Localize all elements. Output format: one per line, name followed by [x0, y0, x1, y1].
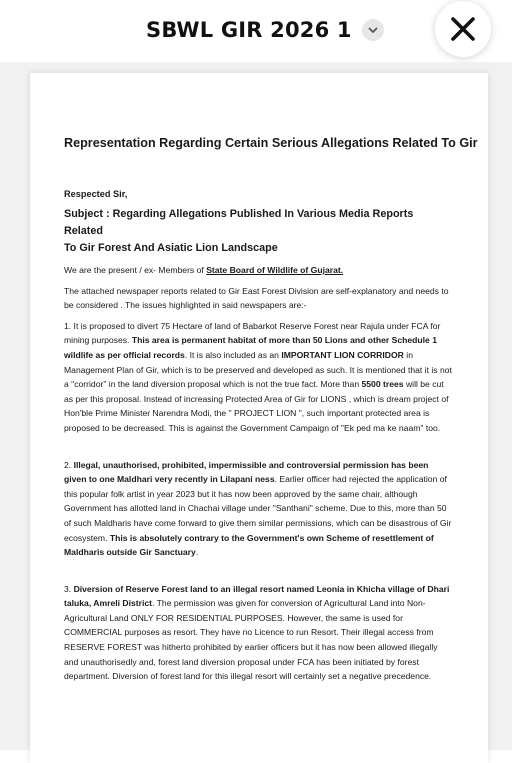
- item-1-paragraph: [64, 319, 452, 436]
- item-3-text-c: . The permission was given for conversion of Agricultural Land into Non- Agricultural Land ONLY FOR RESIDENTIAL PURPOSES. However, the same is used for COMMERCIAL purposes as resort. They have no Licence to run Resort. Their illegal access from RESERVE FOREST was hitherto prohibited by earlier officers but it has now been allowed illegally and unauthorisedly and, forest land diversion proposal under FCA has been initiated by forest department. Diversion of forest land for this illegal resort will certainly set a negative precedence.: [64, 598, 438, 682]
- title-menu-button[interactable]: [362, 19, 384, 41]
- attached-paragraph: The attached newspaper reports related to Gir East Forest Division are self-explanatory and needs to be considered . The issues highlighted in said newspapers are:-: [64, 285, 449, 311]
- intro-paragraph: [64, 263, 452, 278]
- item-2-number: 2.: [64, 459, 74, 470]
- item-1-text-e: in Management Plan of Gir, which is to be preserved and developed as such. It is mentioned that it is not a "corridor" in the land diversion proposal which is not the true fact. More than: [64, 349, 452, 390]
- chevron-down-icon: [367, 24, 379, 36]
- subject-line: [64, 206, 452, 257]
- item-3-bold-title: Diversion of Reserve Forest land to an illegal resort named Leonia in Khicha village of Dhari taluka, Amreli District: [64, 583, 450, 609]
- item-1-text-c: . It is also included as an: [184, 349, 282, 360]
- item-3-number: 3.: [64, 583, 74, 594]
- document-title: SBWL GIR 2026 1: [146, 18, 352, 42]
- intro-text: We are the present / ex- Members of: [64, 265, 207, 275]
- item-1-text-g: will be cut as per this proposal. Instead of increasing Protected Area of Gir for LIONS , which is dream project of Hon'ble Prime Minister Narendra Modi, the " PROJECT LION ", such important protected area is proposed to be decreased. This is against the Government Campaign of "Ek ped ma ke naam" too.: [64, 379, 449, 433]
- document-viewer-header: [0, 0, 512, 62]
- item-2-bold-title: Illegal, unauthorised, prohibited, impermissible and controversial permission has been given to one Maldhari very recently in Lilapani ness: [64, 459, 429, 485]
- subject-line-1: Subject : Regarding Allegations Published In Various Media Reports Related: [64, 208, 414, 237]
- document-page: [30, 73, 488, 763]
- title-group: [146, 14, 384, 46]
- close-icon: [450, 16, 476, 42]
- salutation: Respected Sir,: [64, 189, 128, 199]
- document-content: [64, 135, 478, 684]
- close-button[interactable]: [435, 1, 491, 57]
- document-viewport[interactable]: [0, 62, 512, 750]
- item-1-bold-corridor: IMPORTANT LION CORRIDOR: [281, 349, 404, 360]
- item-2-text-c: . Earlier officer had rejected the application of this popular folk artist in year 2023 but it has now been approved by the same chair, although Government has allotted land in Chachai village under "Santhani" scheme. Due to this, more than 50 of such Maldharis have come forward to give them similar permissions, which can be disastrous of Gir ecosystem.: [64, 474, 452, 543]
- item-1-bold-trees: 5500 trees: [361, 379, 404, 390]
- item-2-bold-contrary: This is absolutely contrary to the Government's own Scheme of resettlement of Maldharis outside Gir Sanctuary: [64, 532, 434, 558]
- document-heading: Representation Regarding Certain Serious Allegations Related To Gir: [64, 136, 478, 150]
- item-2-text-e: .: [195, 547, 199, 558]
- board-name: State Board of Wildlife of Gujarat.: [206, 265, 344, 275]
- item-1-bold-habitat: This area is permanent habitat of more than 50 Lions and other Schedule 1 wildlife as per official records: [64, 335, 437, 360]
- subject-line-2: To Gir Forest And Asiatic Lion Landscape: [64, 242, 278, 254]
- item-3-paragraph: [64, 582, 452, 684]
- item-2-paragraph: [64, 458, 452, 560]
- item-1-text-a: 1. It is proposed to divert 75 Hectare of land of Babarkot Reserve Forest near Rajula under FCA for mining purposes.: [64, 320, 441, 346]
